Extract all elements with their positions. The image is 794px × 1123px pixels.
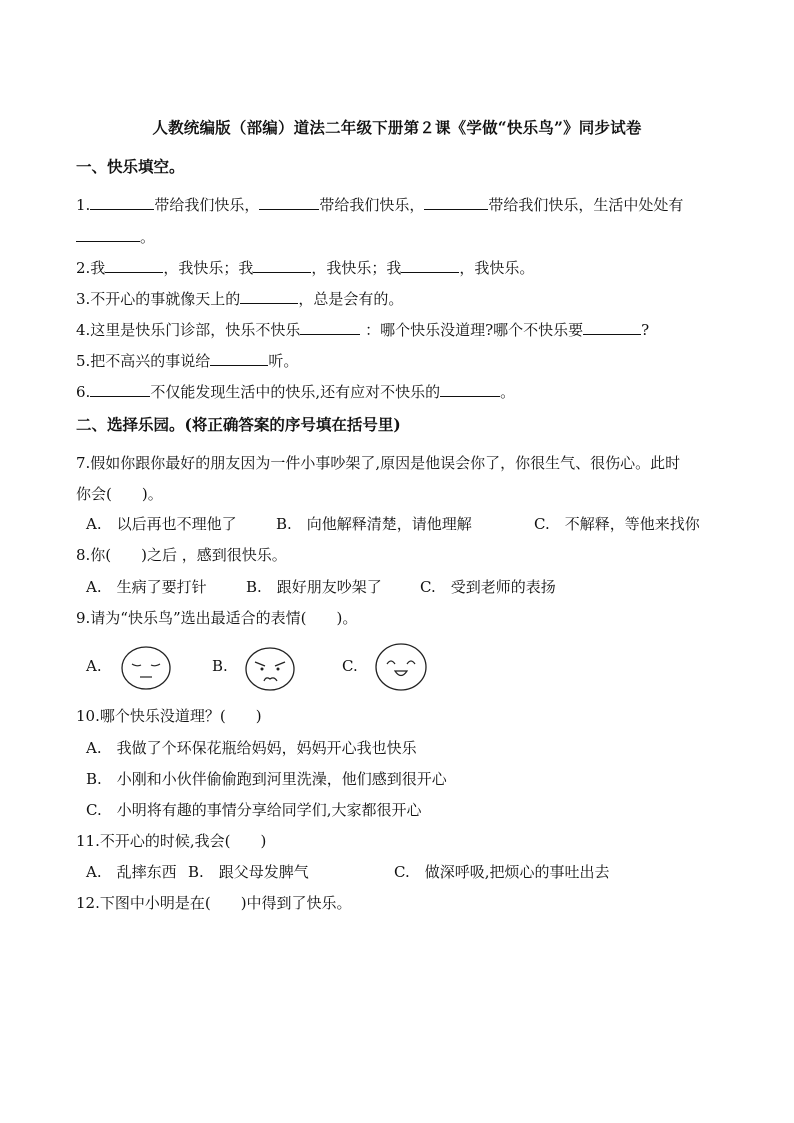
question-7-stem: 7.假如你跟你最好的朋友因为一件小事吵架了,原因是他误会你了，你很生气、很伤心。此时 (76, 454, 681, 472)
answer-blank[interactable] (90, 195, 154, 210)
q11-option-a[interactable]: A. 乱摔东西 (86, 863, 177, 881)
answer-blank[interactable] (424, 195, 488, 210)
page-title: 人教统编版（部编）道法二年级下册第２课《学做“快乐鸟”》同步试卷 (152, 118, 642, 137)
answer-blank[interactable] (440, 382, 500, 397)
q11-option-b[interactable]: B. 跟父母发脾气 (188, 863, 309, 881)
q9-option-a[interactable]: A. (86, 657, 102, 675)
question-1-cont: 。 (76, 226, 155, 247)
answer-blank[interactable] (253, 258, 311, 273)
section-fill-heading: 一、快乐填空。 (76, 157, 185, 176)
q8-option-c[interactable]: C. 受到老师的表扬 (420, 578, 556, 596)
answer-blank[interactable] (401, 258, 459, 273)
question-8-stem: 8.你( )之后 ，感到很快乐。 (76, 546, 287, 564)
happy-face-icon[interactable] (374, 642, 428, 692)
question-10-stem: 10.哪个快乐没道理？( ) (76, 707, 262, 725)
q8-option-b[interactable]: B. 跟好朋友吵架了 (246, 578, 382, 596)
section-choice-heading: 二、选择乐园。(将正确答案的序号填在括号里) (76, 415, 401, 434)
question-7-stem-cont: 你会( )。 (76, 485, 163, 503)
q7-option-c[interactable]: C. 不解释，等他来找你 (534, 515, 700, 533)
answer-blank[interactable] (300, 320, 360, 335)
q9-option-c[interactable]: C. (342, 657, 358, 675)
q9-option-b[interactable]: B. (212, 657, 228, 675)
q10-option-b[interactable]: B. 小刚和小伙伴偷偷跑到河里洗澡，他们感到很开心 (86, 770, 447, 788)
q7-option-a[interactable]: A. 以后再也不理他了 (86, 515, 237, 533)
answer-blank[interactable] (76, 227, 140, 242)
question-4: 4.这里是快乐门诊部，快乐不快乐 ：哪个快乐没道理?哪个不快乐要 ? (76, 321, 650, 339)
question-1: 1. 带给我们快乐， 带给我们快乐， 带给我们快乐，生活中处处有 (76, 196, 684, 214)
question-2: 2.我 ，我快乐；我 ，我快乐；我 ，我快乐。 (76, 259, 535, 277)
calm-face-icon[interactable] (120, 645, 172, 691)
answer-blank[interactable] (259, 195, 319, 210)
question-3: 3.不开心的事就像天上的 ，总是会有的。 (76, 290, 404, 308)
answer-blank[interactable] (105, 258, 163, 273)
q8-option-a[interactable]: A. 生病了要打针 (86, 578, 207, 596)
q10-option-c[interactable]: C. 小明将有趣的事情分享给同学们,大家都很开心 (86, 801, 422, 819)
question-11-stem: 11.不开心的时候,我会( ) (76, 832, 267, 850)
q11-option-c[interactable]: C. 做深呼吸,把烦心的事吐出去 (394, 863, 610, 881)
answer-blank[interactable] (90, 382, 150, 397)
question-12-stem: 12.下图中小明是在( )中得到了快乐。 (76, 894, 352, 912)
q7-option-b[interactable]: B. 向他解释清楚，请他理解 (276, 515, 472, 533)
angry-face-icon[interactable] (244, 646, 296, 692)
answer-blank[interactable] (210, 351, 268, 366)
answer-blank[interactable] (240, 289, 298, 304)
q10-option-a[interactable]: A. 我做了个环保花瓶给妈妈，妈妈开心我也快乐 (86, 739, 417, 757)
question-6: 6. 不仅能发现生活中的快乐,还有应对不快乐的 。 (76, 383, 516, 401)
answer-blank[interactable] (583, 320, 641, 335)
question-5: 5.把不高兴的事说给 听。 (76, 352, 299, 370)
question-9-stem: 9.请为“快乐鸟”选出最适合的表情( )。 (76, 609, 358, 627)
